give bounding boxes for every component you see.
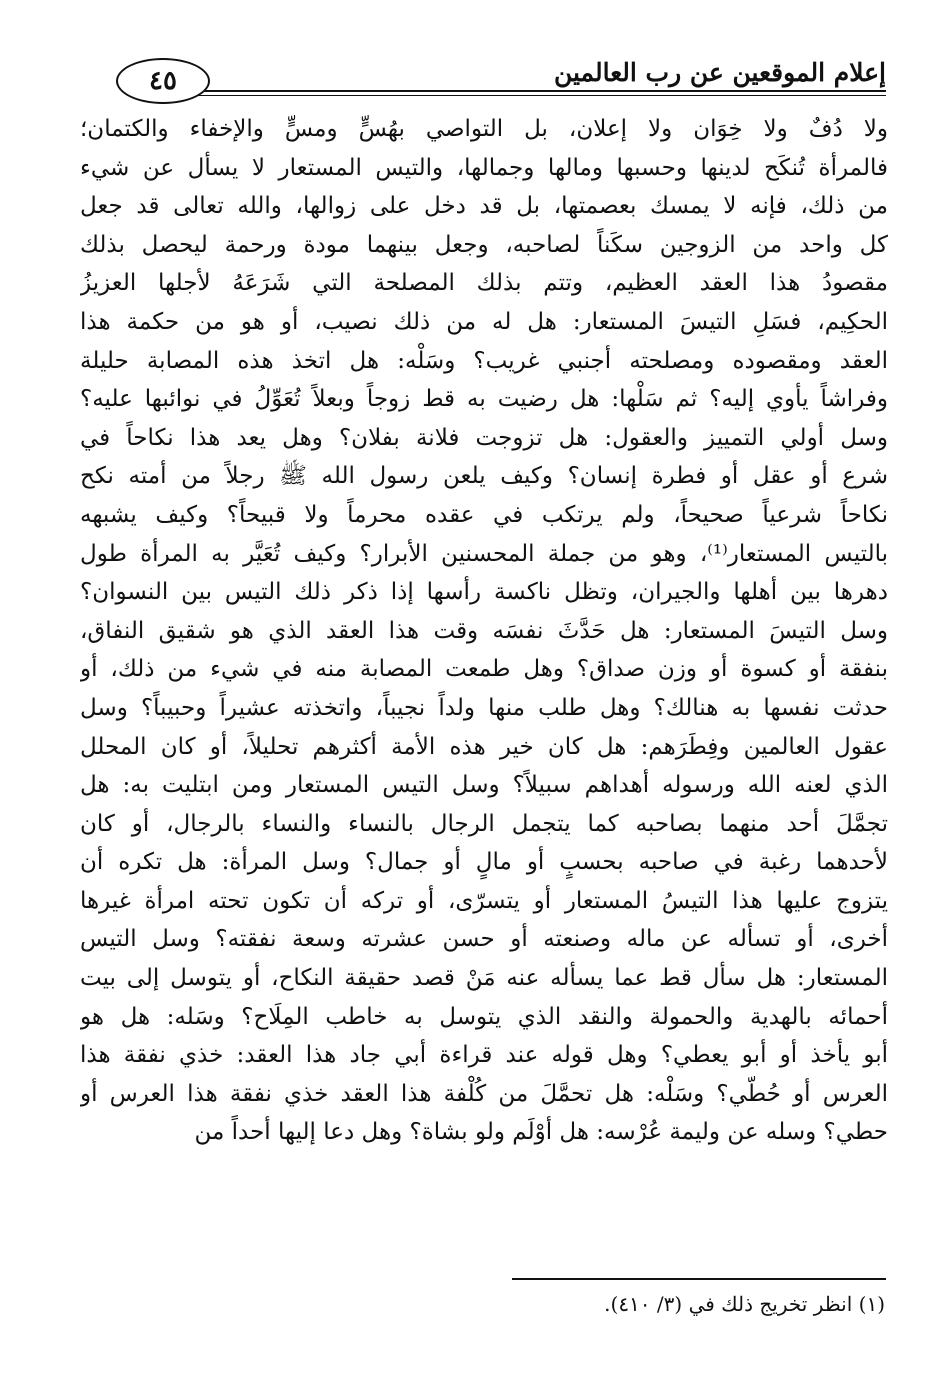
text-line: الذي لعنه الله ورسوله أهداهم سبيلاً؟ وسل التيس المستعار ومن ابتليت به: هل	[80, 772, 888, 799]
text-line: ولا دُفٌ ولا خِوَان ولا إعلان، بل التواصي بهُسٍّ ومسٍّ والإخفاء والكتمان؛	[80, 116, 888, 142]
main-text	[80, 110, 888, 1152]
text-line: وسل أولي التمييز والعقول: هل تزوجت فلانة بفلان؟ وهل يعد هذا نكاحاً في	[80, 424, 888, 451]
text-line: دهرها بين أهلها والجيران، وتظل ناكسة رأسها إذا ذكر ذلك التيس بين النسوان؟	[80, 579, 888, 606]
text-line: العرس أو حُطّي؟ وسَلْه: هل تحمَّلَ من كُلْفة هذا العقد خذي نفقة هذا العرس أو	[80, 1080, 888, 1107]
footnote: (١) انظر تخريج ذلك في (٣/ ٤١٠).	[604, 1292, 885, 1316]
text-line: العقد ومقصوده ومصلحته أجنبي غريب؟ وسَلْه: هل اتخذ هذه المصابة حليلة	[80, 347, 888, 374]
page-header	[96, 48, 886, 108]
text-line: الحكِيم، فسَلِ التيسَ المستعار: هل له من ذلك نصيب، أو هو من حكمة هذا	[80, 308, 888, 335]
text-line: حطي؟ وسله عن وليمة عُرْسه: هل أوْلَم ولو بشاة؟ وهل دعا إليها أحداً من	[194, 1119, 888, 1146]
text-line: تجمَّلَ أحد منهما بصاحبه كما يتجمل الرجال بالنساء والنساء بالرجال، أو كان	[80, 810, 888, 837]
text-line: عقول العالمين وفِطَرَهم: هل كان خير هذه الأمة أكثرهم تحليلاً، أو كان المحلل	[80, 733, 888, 760]
text-line: أخرى، أو تسأله عن ماله وصنعته أو حسن عشرته وسعة نفقته؟ وسل التيس	[80, 926, 888, 953]
text-line: وسل التيسَ المستعار: هل حَدَّثَ نفسَه وقت هذا العقد الذي هو شقيق النفاق،	[80, 617, 888, 644]
text-line: بالتيس المستعار⁽¹⁾، وهو من جملة المحسنين الأبرار؟ وكيف تُعَيَّر به المرأة طول	[80, 540, 888, 567]
header-rule	[186, 90, 886, 92]
text-line: لأحدهما رغبة في صاحبه بحسبٍ أو مالٍ أو جمال؟ وسل المرأة: هل تكره أن	[80, 849, 888, 876]
page-number: ٤٥	[116, 58, 210, 104]
header-rule-thin	[186, 95, 886, 96]
text-line: شرع أو عقل أو فطرة إنسان؟ وكيف يلعن رسول الله ﷺ رجلاً من أمته نكح	[80, 463, 888, 490]
text-line: يتزوج عليها هذا التيسُ المستعار أو يتسرّى، أو تركه أن تكون تحته امرأة غيرها	[80, 887, 888, 914]
text-line: كل واحد من الزوجين سكَناً لصاحبه، وجعل بينهما مودة ورحمة ليحصل بذلك	[80, 231, 888, 258]
text-line: من ذلك، فإنه لا يمسك بعصمتها، بل قد دخل على زوالها، والله تعالى قد جعل	[80, 193, 888, 220]
text-line: أحمائه بالهدية والحمولة والنقد الذي يتوسل به خاطب المِلَاح؟ وسَله: هل هو	[80, 1003, 888, 1030]
text-line: حدثت نفسها به هنالك؟ وهل طلب منها ولداً نجيباً، واتخذته عشيراً وحبيباً؟ وسل	[80, 694, 888, 721]
text-line: مقصودُ هذا العقد العظيم، وتتم بذلك المصلحة التي شَرَعَهُ لأجلها العزيزُ	[80, 270, 888, 297]
text-line: نكاحاً شرعياً صحيحاً، ولم يرتكب في عقده محرماً ولا قبيحاً؟ وكيف يشبهه	[80, 501, 888, 528]
text-line: أبو يأخذ أو أبو يعطي؟ وهل قوله عند قراءة أبي جاد هذا العقد: خذي نفقة هذا	[80, 1042, 888, 1069]
text-line: المستعار: هل سأل قط عما يسأله عنه مَنْ قصد حقيقة النكاح، أو يتوسل إلى بيت	[80, 965, 888, 992]
text-line: بنفقة أو كسوة أو وزن صداق؟ وهل طمعت المصابة منه في شيء من ذلك، أو	[80, 656, 888, 683]
footnote-separator	[512, 1278, 886, 1280]
text-line: فالمرأة تُنكَح لدينها وحسبها ومالها وجمالها، والتيس المستعار لا يسأل عن شيء	[80, 154, 888, 181]
text-line: وفراشاً يأوي إليه؟ ثم سَلْها: هل رضيت به قط زوجاً وبعلاً تُعَوِّلُ في نوائبها عليه؟	[80, 386, 888, 413]
book-title: إعلام الموقعين عن رب العالمين	[553, 58, 886, 87]
